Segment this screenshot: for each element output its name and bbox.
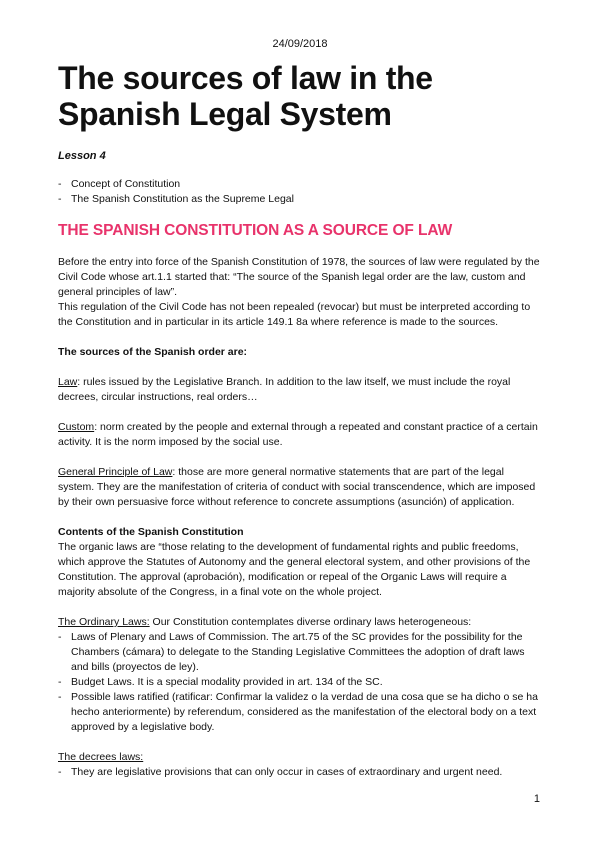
section-heading: THE SPANISH CONSTITUTION AS A SOURCE OF LAW xyxy=(58,222,453,239)
source-term: General Principle of Law xyxy=(58,466,173,478)
source-text: : norm created by the people and external through a repeated and constant practice of a certain activity. It is the norm imposed by the social use. xyxy=(58,421,538,448)
list-item: - Budget Laws. It is a special modality provided in art. 134 of the SC. xyxy=(58,675,542,690)
sources-heading: The sources of the Spanish order are: xyxy=(58,346,248,358)
header-date: 24/09/2018 xyxy=(272,38,328,50)
ordinary-laws-text: Our Constitution contemplates diverse ordinary laws heterogeneous: xyxy=(149,616,472,628)
intro-paragraph: Before the entry into force of the Spanish Constitution of 1978, the sources of law were regulated by the Civil Code whose art.1.1 started that: “The source of the Spanish legal order are the law, custom and general principles of law”. xyxy=(58,256,540,298)
ordinary-laws-intro xyxy=(58,615,542,630)
decrees-laws-list xyxy=(58,765,542,780)
ordinary-laws-list xyxy=(58,630,542,735)
source-text: : rules issued by the Legislative Branch. In addition to the law itself, we must include the royal decrees, circular instructions, real orders… xyxy=(58,376,511,403)
document-title: The sources of law in the Spanish Legal System xyxy=(58,60,433,132)
decrees-laws-term: The decrees laws: xyxy=(58,751,144,763)
list-item: - They are legislative provisions that can only occur in cases of extraordinary and urgent need. xyxy=(58,765,542,780)
source-law xyxy=(58,375,542,405)
source-text: : those are more general normative statements that are part of the legal system. They are the manifestation of criteria of conduct with social transcendence, which are imposed by their own persuasive force without reference to concrete assumptions (asunción) of application. xyxy=(58,466,536,508)
source-term: Law xyxy=(58,376,78,388)
toc-item: - Concept of Constitution xyxy=(58,177,294,192)
ordinary-laws-term: The Ordinary Laws: xyxy=(58,616,150,628)
toc-item: - The Spanish Constitution as the Supreme Legal xyxy=(58,192,294,207)
decrees-laws-intro xyxy=(58,750,542,765)
intro-paragraph: This regulation of the Civil Code has not been repealed (revocar) but must be interpreted according to the Constitution and in particular in its article 149.1 8a where reference is made to the sources. xyxy=(58,301,531,328)
lesson-label: Lesson 4 xyxy=(58,150,106,162)
document-body xyxy=(58,255,542,780)
list-item: - Possible laws ratified (ratificar: Confirmar la validez o la verdad de una cosa que se ha dicho o se ha hecho anteriormente) by referendum, considered as the manifestation of the electoral body on a text approved by a legislative body. xyxy=(58,690,542,735)
source-term: Custom xyxy=(58,421,95,433)
page-number: 1 xyxy=(533,793,540,805)
list-item: - Laws of Plenary and Laws of Commission. The art.75 of the SC provides for the possibility for the Chambers (cámara) to delegate to the Standing Legislative Committees the adoption of draft laws and bills (proyectos de ley). xyxy=(58,630,542,675)
source-custom xyxy=(58,420,542,450)
source-general-principle xyxy=(58,465,542,510)
contents-paragraph: The organic laws are “those relating to the development of fundamental rights and public freedoms, which approve the Statutes of Autonomy and the general electoral system, and other provisions of the Constitution. The approval (aprobación), modification or repeal of the Organic Laws will require a majority absolute of the Congress, in a final vote on the whole project. xyxy=(58,541,531,598)
toc-list xyxy=(58,177,294,207)
contents-heading: Contents of the Spanish Constitution xyxy=(58,526,244,538)
